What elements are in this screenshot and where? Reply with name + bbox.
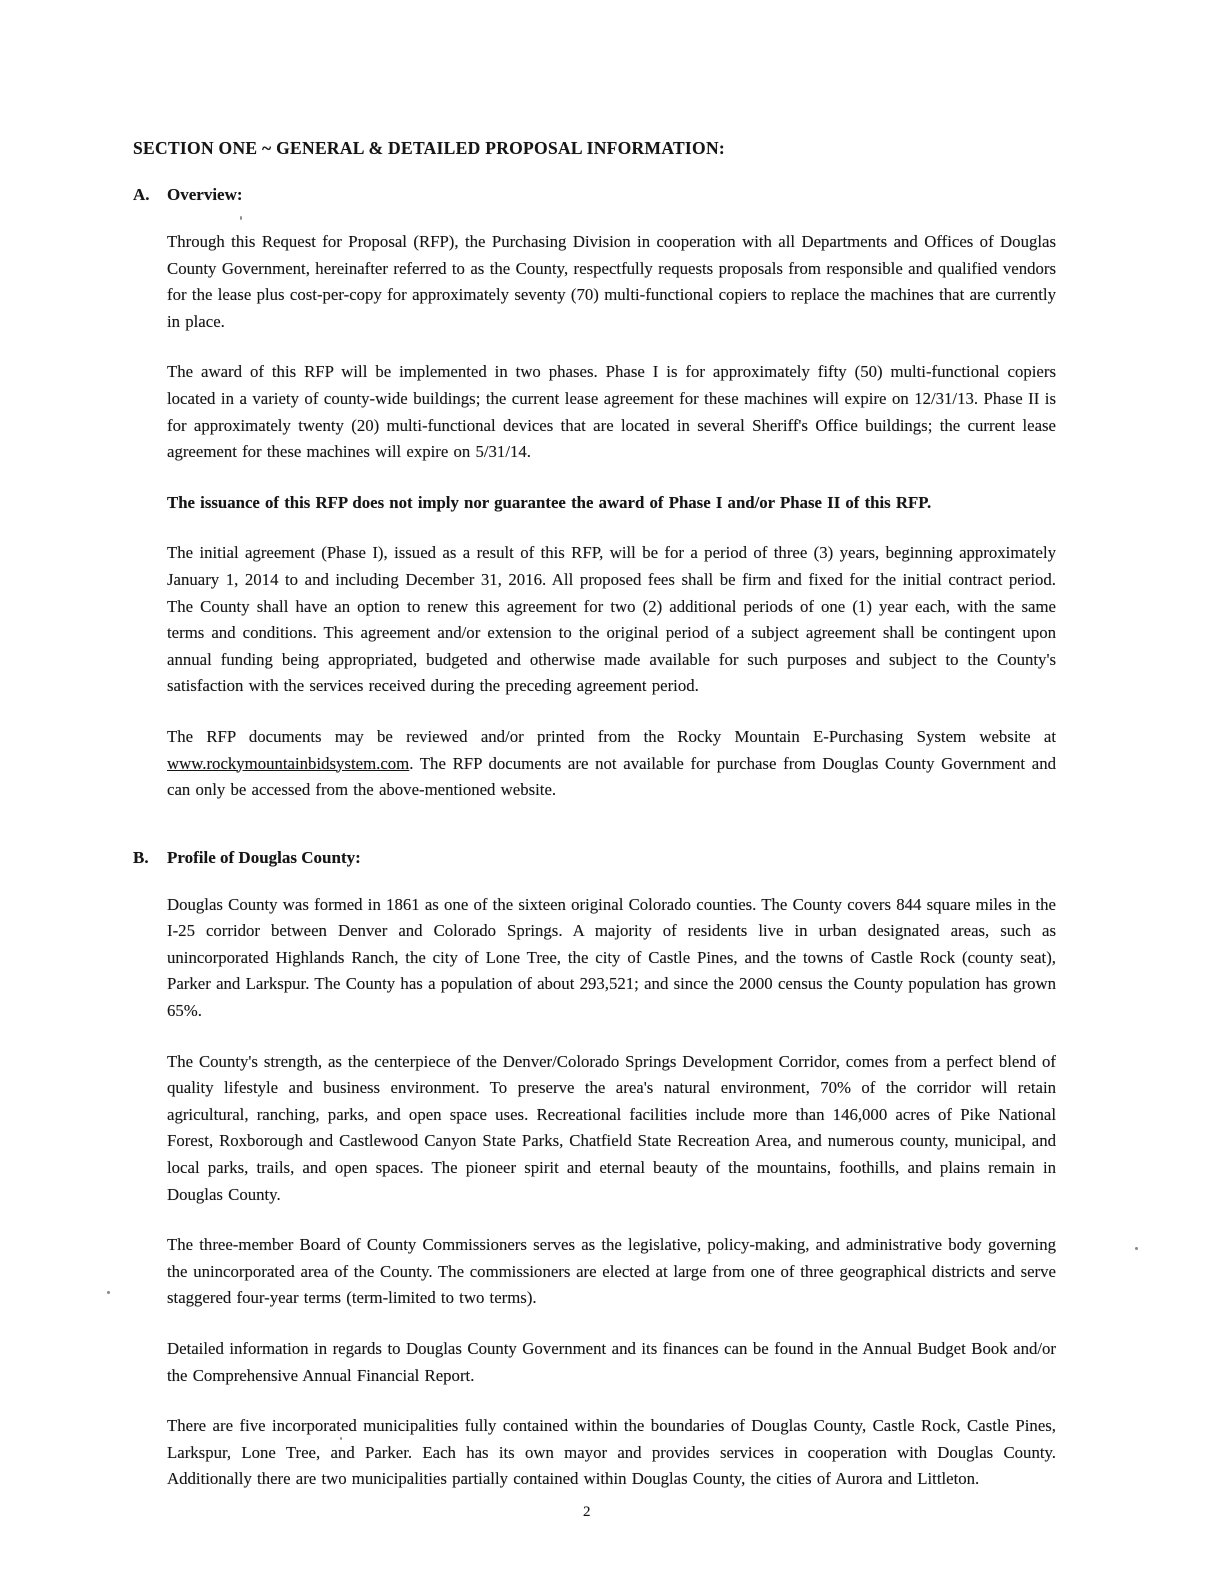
paragraph-profile-2: The County's strength, as the centerpiece of the Denver/Colorado Springs Development Corridor, comes from a perfect blend of quality lifestyle and business environment. To preserve the area's natural environment, 70% of the corridor will retain agricultural, ranching, parks, and open space uses. Recreational facilities include more than 146,000 acres of Pike National Forest, Roxborough and Castlewood Canyon State Parks, Chatfield State Recreation Area, and numerous county, municipal, and local parks, trails, and open spaces. The pioneer spirit and eternal beauty of the mountains, foothills, and plains remain in Douglas County. bbox=[167, 1051, 1056, 1204]
paragraph-profile-3: The three-member Board of County Commissioners serves as the legislative, policy-making, and administrative body governing the unincorporated area of the County. The commissioners are elected at large from one of three geographical districts and serve staggered four-year terms (term-limited to two terms). bbox=[167, 1235, 1056, 1308]
section-a-title: Overview: bbox=[167, 185, 243, 204]
scan-artifact-dot bbox=[240, 216, 242, 220]
paragraph-overview-1: Through this Request for Proposal (RFP), the Purchasing Division in cooperation with all Departments and Offices of Douglas County Government, hereinafter referred to as the County, respectfully requests proposals from responsible and qualified vendors for the lease plus cost-per-copy for approximately seventy (70) multi-functional copiers to replace the machines that are currently in place. bbox=[167, 232, 1056, 331]
page-number: 2 bbox=[583, 1504, 591, 1520]
section-b-heading bbox=[133, 848, 1056, 868]
paragraph-overview-4 bbox=[167, 724, 1056, 804]
section-a-label: A. bbox=[133, 185, 150, 204]
paragraph-profile-4: Detailed information in regards to Douglas County Government and its finances can be found in the Annual Budget Book and/or the Comprehensive Annual Financial Report. bbox=[167, 1339, 1056, 1385]
paragraph-profile-1: Douglas County was formed in 1861 as one of the sixteen original Colorado counties. The County covers 844 square miles in the I-25 corridor between Denver and Colorado Springs. A majority of residents live in urban designated areas, such as unincorporated Highlands Ranch, the city of Lone Tree, the city of Castle Pines, and the towns of Castle Rock (county seat), Parker and Larkspur. The County has a population of about 293,521; and since the 2000 census the County population has grown 65%. bbox=[167, 894, 1056, 1021]
paragraph-overview-emphasis: The issuance of this RFP does not imply nor guarantee the award of Phase I and/or Phase II of this RFP. bbox=[167, 492, 932, 512]
website-link: www.rockymountainbidsystem.com bbox=[167, 753, 410, 773]
document-title: SECTION ONE ~ GENERAL & DETAILED PROPOSAL INFORMATION: bbox=[133, 138, 726, 158]
scan-artifact-dot bbox=[107, 1291, 110, 1294]
paragraph-profile-5: There are five incorporated municipalities fully contained within the boundaries of Douglas County, Castle Rock, Castle Pines, Larkspur, Lone Tree, and Parker. Each has its own mayor and provides services in cooperation with Douglas County. Additionally there are two municipalities partially contained within Douglas County, the cities of Aurora and Littleton. bbox=[167, 1416, 1056, 1489]
paragraph-text-before-link: The RFP documents may be reviewed and/or printed from the Rocky Mountain E-Purchasing System website at bbox=[167, 726, 1056, 746]
scan-artifact-dot bbox=[1135, 1247, 1138, 1250]
scan-artifact-dot bbox=[340, 1437, 342, 1440]
paragraph-text-after-link: . The RFP documents are not available for purchase from Douglas County Government and can only be accessed from the above-mentioned website. bbox=[167, 753, 1056, 800]
paragraph-overview-2: The award of this RFP will be implemented in two phases. Phase I is for approximately fifty (50) multi-functional copiers located in a variety of county-wide buildings; the current lease agreement for these machines will expire on 12/31/13. Phase II is for approximately twenty (20) multi-functional devices that are located in several Sheriff's Office buildings; the current lease agreement for these machines will expire on 5/31/14. bbox=[167, 362, 1056, 462]
section-b-label: B. bbox=[133, 847, 149, 867]
section-a-heading bbox=[133, 185, 1056, 205]
paragraph-overview-3: The initial agreement (Phase I), issued as a result of this RFP, will be for a period of three (3) years, beginning approximately January 1, 2014 to and including December 31, 2016. All proposed fees shall be firm and fixed for the initial contract period. The County shall have an option to renew this agreement for two (2) additional periods of one (1) year each, with the same terms and conditions. This agreement and/or extension to the original period of a subject agreement shall be contingent upon annual funding being appropriated, budgeted and otherwise made available for such purposes and subject to the County's satisfaction with the services received during the preceding agreement period. bbox=[167, 543, 1056, 696]
section-b-title: Profile of Douglas County: bbox=[167, 847, 361, 867]
